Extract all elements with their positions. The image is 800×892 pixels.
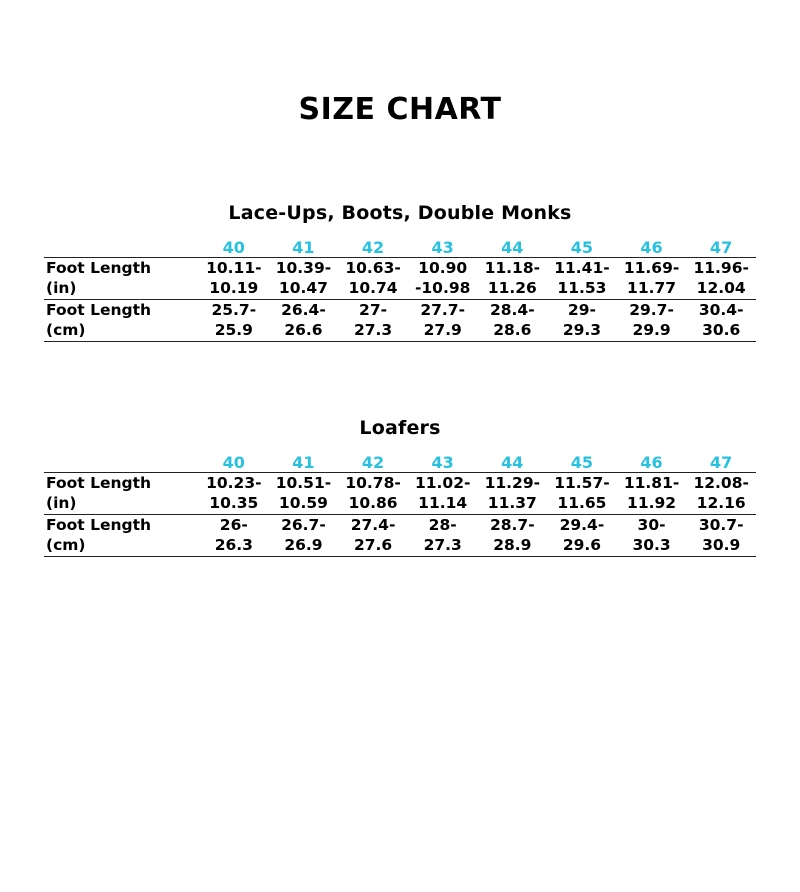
cell-in-42: 10.78- 10.86 (338, 472, 408, 514)
size-header-46: 46 (640, 238, 663, 257)
cell-cm-45: 29.4- 29.6 (547, 514, 617, 556)
size-header-47: 47 (710, 238, 733, 257)
row-label-foot-length-in (44, 472, 199, 514)
table-header-row (44, 453, 756, 473)
cell-cm-41: 26.7- 26.9 (269, 514, 339, 556)
cell-cm-45: 29- 29.3 (547, 299, 617, 341)
cell-cm-47: 30.4- 30.6 (686, 299, 756, 341)
size-chart-page (0, 92, 800, 892)
cell-in-45: 11.57- 11.65 (547, 472, 617, 514)
section-title-loafers: Loafers (359, 416, 441, 439)
cell-cm-44: 28.4- 28.6 (478, 299, 548, 341)
section-loafers (44, 417, 756, 557)
size-header-43: 43 (431, 452, 454, 472)
size-header-45: 45 (570, 238, 594, 257)
cell-in-46: 11.81- 11.92 (617, 472, 687, 514)
section-title-lace-ups: Lace-Ups, Boots, Double Monks (228, 202, 572, 224)
row-label-line1: Foot Length (46, 259, 152, 277)
cell-in-45: 11.41- 11.53 (547, 258, 617, 300)
size-table-lace-ups (44, 238, 756, 342)
cell-cm-40: 26- 26.3 (199, 514, 269, 556)
header-blank-cell (44, 238, 199, 258)
table-row (44, 299, 756, 341)
cell-cm-44: 28.7- 28.9 (478, 514, 548, 556)
size-header-45: 45 (570, 452, 594, 472)
cell-in-40: 10.11- 10.19 (199, 258, 269, 300)
cell-in-44: 11.29- 11.37 (478, 472, 548, 514)
cell-in-42: 10.63- 10.74 (338, 258, 408, 300)
size-header-43: 43 (431, 238, 454, 257)
cell-cm-41: 26.4- 26.6 (269, 299, 339, 341)
row-label-line2: (cm) (46, 321, 86, 340)
row-label-line1: Foot Length (46, 515, 152, 534)
row-label-line1: Foot Length (46, 473, 152, 492)
size-header-46: 46 (640, 452, 663, 472)
size-header-40: 40 (222, 452, 245, 472)
row-label-foot-length-cm (44, 514, 199, 556)
cell-in-41: 10.51- 10.59 (269, 472, 339, 514)
row-label-line2: (in) (46, 494, 77, 513)
cell-in-43: 11.02- 11.14 (408, 472, 478, 514)
section-lace-ups (44, 202, 756, 342)
header-blank-cell (44, 453, 199, 473)
row-label-line1: Foot Length (46, 300, 152, 319)
size-table-loafers (44, 453, 756, 557)
cell-in-40: 10.23- 10.35 (199, 472, 269, 514)
size-header-47: 47 (710, 452, 733, 472)
cell-cm-42: 27- 27.3 (338, 299, 408, 341)
cell-in-43: 10.90 -10.98 (408, 258, 478, 300)
cell-in-47: 11.96- 12.04 (686, 258, 756, 300)
size-header-41: 41 (292, 452, 315, 472)
size-header-41: 41 (292, 238, 315, 257)
table-row (44, 258, 756, 300)
size-header-42: 42 (361, 238, 385, 257)
cell-in-44: 11.18- 11.26 (478, 258, 548, 300)
cell-cm-47: 30.7- 30.9 (686, 514, 756, 556)
size-header-44: 44 (501, 238, 524, 257)
cell-cm-43: 27.7- 27.9 (408, 299, 478, 341)
table-row (44, 472, 756, 514)
cell-in-46: 11.69- 11.77 (617, 258, 687, 300)
cell-in-41: 10.39- 10.47 (269, 258, 339, 300)
cell-cm-42: 27.4- 27.6 (338, 514, 408, 556)
cell-cm-46: 30- 30.3 (617, 514, 687, 556)
table-row (44, 514, 756, 556)
size-header-44: 44 (501, 452, 524, 472)
row-label-line2: (in) (46, 279, 77, 298)
row-label-line2: (cm) (46, 536, 86, 555)
cell-cm-46: 29.7- 29.9 (617, 299, 687, 341)
size-header-40: 40 (222, 238, 245, 257)
cell-cm-43: 28- 27.3 (408, 514, 478, 556)
size-header-42: 42 (361, 452, 385, 472)
cell-in-47: 12.08- 12.16 (686, 472, 756, 514)
cell-cm-40: 25.7- 25.9 (199, 299, 269, 341)
table-header-row (44, 238, 756, 258)
page-title: SIZE CHART (298, 92, 502, 127)
row-label-foot-length-in (44, 258, 199, 300)
row-label-foot-length-cm (44, 299, 199, 341)
